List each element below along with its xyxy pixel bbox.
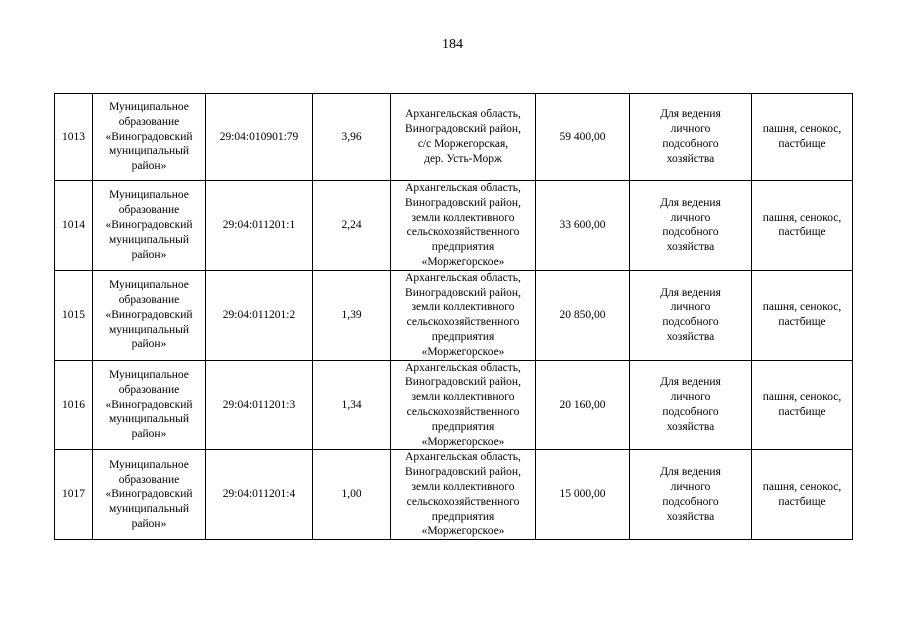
address-cell: Архангельская область, Виноградовский район, земли коллективного сельскохозяйственного предприятия «Моржегорское» [391,360,536,450]
address-cell: Архангельская область, Виноградовский район, с/с Моржегорская, дер. Усть-Морж [391,94,536,181]
area-cell: 2,24 [313,181,391,271]
land-type-cell: пашня, сенокос, пастбище [752,450,853,540]
row-number-cell: 1016 [55,360,93,450]
table-row [55,94,853,181]
row-number-cell: 1017 [55,450,93,540]
owner-cell: Муниципальное образование «Виноградовский муниципальный район» [93,181,206,271]
owner-cell: Муниципальное образование «Виноградовский муниципальный район» [93,360,206,450]
table-row [55,360,853,450]
cadastral-number-cell: 29:04:011201:2 [206,270,313,360]
table-row [55,181,853,271]
address-cell: Архангельская область, Виноградовский район, земли коллективного сельскохозяйственного предприятия «Моржегорское» [391,450,536,540]
owner-cell: Муниципальное образование «Виноградовский муниципальный район» [93,270,206,360]
cadastral-number-cell: 29:04:010901:79 [206,94,313,181]
price-cell: 20 850,00 [536,270,630,360]
land-type-cell: пашня, сенокос, пастбище [752,181,853,271]
land-type-cell: пашня, сенокос, пастбище [752,360,853,450]
price-cell: 15 000,00 [536,450,630,540]
address-cell: Архангельская область, Виноградовский район, земли коллективного сельскохозяйственного предприятия «Моржегорское» [391,270,536,360]
owner-cell: Муниципальное образование «Виноградовский муниципальный район» [93,450,206,540]
address-cell: Архангельская область, Виноградовский район, земли коллективного сельскохозяйственного предприятия «Моржегорское» [391,181,536,271]
row-number-cell: 1014 [55,181,93,271]
purpose-cell: Для ведения личного подсобного хозяйства [630,360,752,450]
price-cell: 59 400,00 [536,94,630,181]
table-row [55,450,853,540]
area-cell: 1,00 [313,450,391,540]
row-number-cell: 1013 [55,94,93,181]
cadastral-number-cell: 29:04:011201:4 [206,450,313,540]
purpose-cell: Для ведения личного подсобного хозяйства [630,94,752,181]
cadastral-number-cell: 29:04:011201:3 [206,360,313,450]
cadastral-number-cell: 29:04:011201:1 [206,181,313,271]
purpose-cell: Для ведения личного подсобного хозяйства [630,270,752,360]
row-number-cell: 1015 [55,270,93,360]
purpose-cell: Для ведения личного подсобного хозяйства [630,450,752,540]
price-cell: 20 160,00 [536,360,630,450]
page-number: 184 [442,37,463,52]
price-cell: 33 600,00 [536,181,630,271]
area-cell: 1,34 [313,360,391,450]
owner-cell: Муниципальное образование «Виноградовский муниципальный район» [93,94,206,181]
land-type-cell: пашня, сенокос, пастбище [752,94,853,181]
table-row [55,270,853,360]
area-cell: 1,39 [313,270,391,360]
land-type-cell: пашня, сенокос, пастбище [752,270,853,360]
purpose-cell: Для ведения личного подсобного хозяйства [630,181,752,271]
land-plots-table [54,93,853,540]
area-cell: 3,96 [313,94,391,181]
